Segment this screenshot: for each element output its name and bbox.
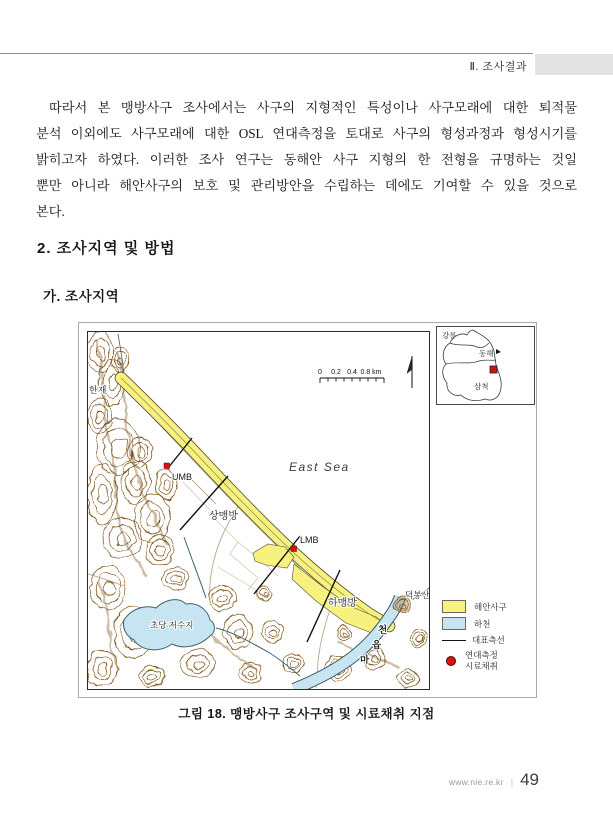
main-map bbox=[87, 331, 430, 690]
map-label-river-char-ma: 마 bbox=[360, 655, 370, 666]
scale-bar bbox=[320, 378, 384, 383]
scale-tick-02: 0.2 bbox=[331, 369, 341, 376]
map-label-hamaengbang: 하맹방 bbox=[328, 598, 357, 609]
legend-item-transect bbox=[442, 634, 534, 646]
legend-label: 대표측선 bbox=[472, 635, 505, 645]
subsection-heading: 가. 조사지역 bbox=[43, 289, 120, 304]
sample-point-symbol bbox=[446, 656, 456, 666]
legend-label: 해안사구 bbox=[474, 601, 507, 612]
section-heading: 2. 조사지역 및 방법 bbox=[37, 240, 176, 257]
footer-page-number: 49 bbox=[520, 770, 539, 789]
paragraph-line: 뿐만 아니라 해안사구의 보호 및 관리방안을 수립하는 데에도 기여할 수 있을 것으로 bbox=[36, 178, 577, 193]
inset-label-samcheok: 삼척 bbox=[474, 382, 489, 391]
map-label-umb: UMB bbox=[172, 472, 192, 482]
map-label-hanjae: 한재 bbox=[89, 385, 107, 395]
page-footer bbox=[449, 770, 539, 790]
inset-study-area-marker bbox=[490, 366, 497, 373]
map-label-river-char-cheon: 천 bbox=[378, 625, 388, 636]
legend-item-river bbox=[442, 617, 534, 630]
inset-boundary-2 bbox=[446, 360, 496, 364]
footer-url: www.nie.re.kr bbox=[448, 777, 504, 787]
header-rule bbox=[0, 53, 533, 54]
scale-tick-0: 0 bbox=[318, 369, 322, 376]
inset-city-marker bbox=[496, 349, 501, 354]
inset-boundary-1 bbox=[450, 343, 489, 348]
north-arrow-icon bbox=[407, 356, 413, 388]
main-map-svg bbox=[88, 332, 429, 689]
legend-label: 하천 bbox=[474, 618, 491, 629]
inset-label-donghae: 동해 bbox=[479, 349, 494, 358]
inset-label-gangneung: 강릉 bbox=[442, 331, 457, 340]
dune-swatch bbox=[442, 600, 466, 613]
sample-point-lmb bbox=[291, 546, 297, 552]
map-legend bbox=[442, 600, 534, 676]
map-label-sangmaengbang: 상맹방 bbox=[209, 511, 238, 522]
dune-band bbox=[121, 378, 389, 635]
map-label-chodang-reservoir: 초당 저수지 bbox=[150, 620, 194, 630]
map-label-deokbongsan: 덕봉산 bbox=[405, 590, 429, 600]
paragraph bbox=[36, 95, 577, 225]
map-label-river-char-eup: 읍 bbox=[372, 640, 382, 651]
legend-item-dune bbox=[442, 600, 534, 613]
inset-map bbox=[436, 326, 535, 405]
legend-label: 연대측정 시료채취 bbox=[465, 650, 498, 671]
footer-separator: | bbox=[510, 777, 514, 787]
river-swatch bbox=[442, 617, 466, 630]
map-label-lmb: LMB bbox=[300, 535, 319, 545]
map-label-east-sea: East Sea bbox=[289, 460, 350, 474]
scale-tick-08: 0.8 km bbox=[360, 369, 382, 376]
legend-item-sample bbox=[442, 650, 534, 672]
scale-tick-04: 0.4 bbox=[347, 369, 357, 376]
figure-caption: 그림 18. 맹방사구 조사구역 및 시료채취 지점 bbox=[178, 707, 435, 721]
inset-map-svg bbox=[437, 327, 534, 404]
paragraph-line: 본다. bbox=[36, 204, 65, 219]
paragraph-line: 따라서 본 맹방사구 조사에서는 사구의 지형적인 특성이나 사구모래에 대한 퇴적물 bbox=[49, 100, 577, 115]
paragraph-line: 분석 이외에도 사구모래에 대한 OSL 연대측정을 토대로 사구의 형성과정과 형성시기를 bbox=[36, 126, 577, 141]
paragraph-line: 밝히고자 하였다. 이러한 조사 연구는 동해안 사구 지형의 한 전형을 규명하는 것일 bbox=[36, 152, 577, 167]
inset-region-outline bbox=[443, 330, 502, 401]
sample-point-umb bbox=[164, 463, 170, 469]
header-section-label: Ⅱ. 조사결과 bbox=[469, 61, 527, 73]
transect-line-symbol bbox=[442, 640, 466, 641]
header-tab-marker bbox=[535, 54, 613, 75]
figure-map bbox=[78, 322, 537, 698]
